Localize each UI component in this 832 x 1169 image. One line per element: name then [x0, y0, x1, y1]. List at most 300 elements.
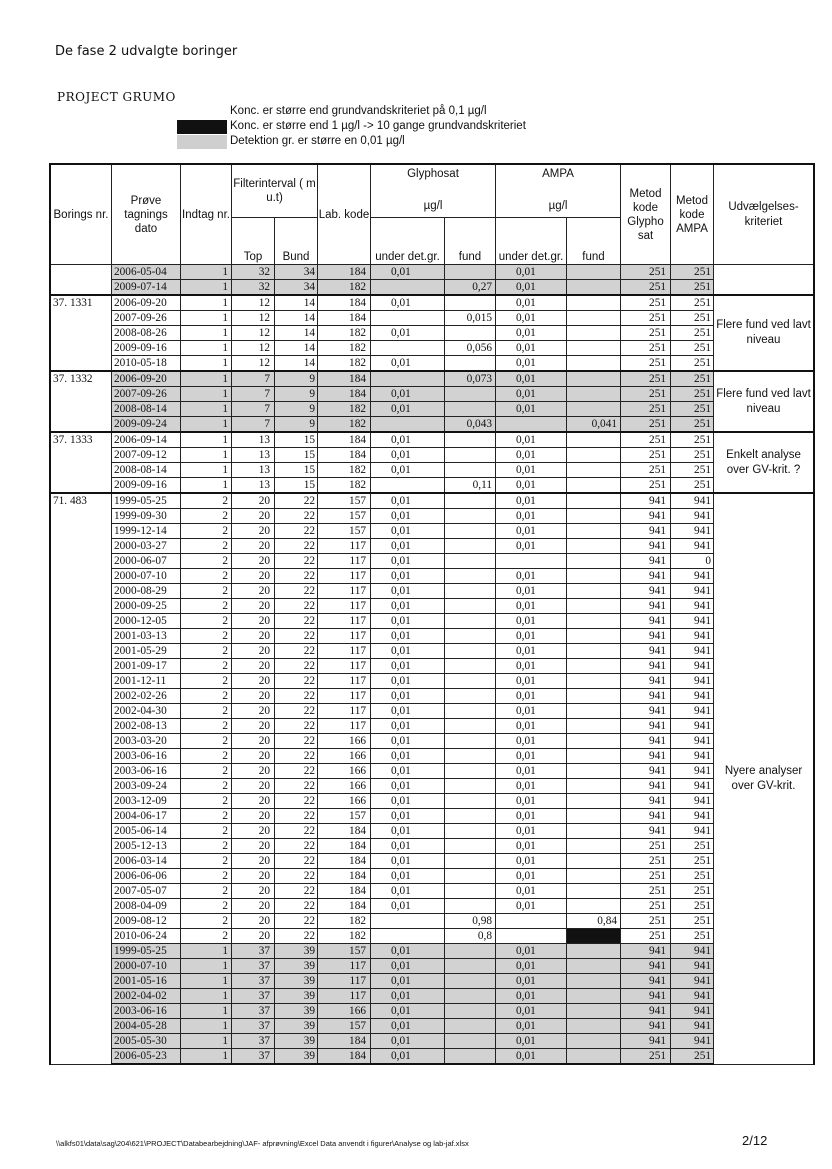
ampa-fund [567, 341, 621, 356]
table-row [50, 704, 814, 719]
sample-date: 2001-12-11 [112, 674, 181, 689]
glyphosat-under: 0,01 [371, 387, 445, 402]
metod-ampa: 251 [671, 417, 714, 433]
glyphosat-fund: 0,27 [445, 280, 496, 296]
ampa-under: 0,01 [496, 809, 567, 824]
metod-glypho: 251 [621, 402, 671, 417]
filter-top: 20 [232, 674, 275, 689]
ampa-fund [567, 854, 621, 869]
filter-bund: 14 [275, 326, 318, 341]
glyphosat-fund [445, 644, 496, 659]
ampa-fund [567, 779, 621, 794]
ampa-fund: 0,84 [567, 914, 621, 929]
metod-ampa: 941 [671, 824, 714, 839]
glyphosat-under: 0,01 [371, 734, 445, 749]
ampa-under: 0,01 [496, 387, 567, 402]
metod-glypho: 251 [621, 417, 671, 433]
glyphosat-fund [445, 554, 496, 569]
metod-glypho: 251 [621, 478, 671, 494]
glyphosat-fund: 0,98 [445, 914, 496, 929]
filter-bund: 22 [275, 794, 318, 809]
ampa-fund [567, 1034, 621, 1049]
lab-code: 166 [318, 779, 371, 794]
sample-date: 2002-02-26 [112, 689, 181, 704]
glyphosat-fund [445, 295, 496, 311]
legend-swatch-white [177, 105, 227, 119]
lab-code: 184 [318, 899, 371, 914]
ampa-under: 0,01 [496, 824, 567, 839]
table-row [50, 824, 814, 839]
glyphosat-under: 0,01 [371, 509, 445, 524]
ampa-under: 0,01 [496, 402, 567, 417]
legend-text: Detektion gr. er større en 0,01 µg/l [230, 135, 405, 147]
ampa-under [496, 914, 567, 929]
filter-top: 20 [232, 929, 275, 944]
filter-top: 20 [232, 749, 275, 764]
filter-bund: 22 [275, 599, 318, 614]
filter-bund: 15 [275, 448, 318, 463]
sample-date: 2000-08-29 [112, 584, 181, 599]
ampa-under: 0,01 [496, 524, 567, 539]
legend-row-grey [177, 134, 526, 149]
udvaelgelses-kriterie [714, 265, 815, 296]
glyphosat-under: 0,01 [371, 1019, 445, 1034]
glyphosat-fund [445, 599, 496, 614]
metod-ampa: 941 [671, 674, 714, 689]
glyphosat-under: 0,01 [371, 824, 445, 839]
filter-top: 20 [232, 914, 275, 929]
ampa-fund [567, 869, 621, 884]
glyphosat-fund [445, 265, 496, 280]
lab-code: 166 [318, 1004, 371, 1019]
metod-ampa: 251 [671, 929, 714, 944]
ampa-under: 0,01 [496, 1019, 567, 1034]
table-row [50, 794, 814, 809]
table-row [50, 341, 814, 356]
table-row [50, 387, 814, 402]
glyphosat-fund [445, 569, 496, 584]
glyphosat-fund [445, 387, 496, 402]
header-lab: Lab. kode [318, 164, 371, 265]
glyphosat-under: 0,01 [371, 539, 445, 554]
glyphosat-fund [445, 974, 496, 989]
ampa-under: 0,01 [496, 659, 567, 674]
lab-code: 182 [318, 280, 371, 296]
filter-top: 13 [232, 448, 275, 463]
metod-ampa: 941 [671, 599, 714, 614]
table-row [50, 265, 814, 280]
filter-bund: 15 [275, 432, 318, 448]
ampa-under [496, 554, 567, 569]
filter-top: 12 [232, 311, 275, 326]
boring-number: 37. 1331 [50, 295, 112, 371]
lab-code: 184 [318, 869, 371, 884]
glyphosat-fund [445, 989, 496, 1004]
glyphosat-fund [445, 584, 496, 599]
metod-glypho: 251 [621, 854, 671, 869]
ampa-fund [567, 644, 621, 659]
glyphosat-under: 0,01 [371, 493, 445, 509]
filter-top: 20 [232, 689, 275, 704]
table-row [50, 644, 814, 659]
filter-top: 7 [232, 417, 275, 433]
indtag: 2 [181, 914, 232, 929]
glyphosat-fund: 0,056 [445, 341, 496, 356]
indtag: 2 [181, 824, 232, 839]
indtag: 2 [181, 584, 232, 599]
metod-glypho: 941 [621, 719, 671, 734]
table-row [50, 524, 814, 539]
ampa-under: 0,01 [496, 311, 567, 326]
table-row [50, 839, 814, 854]
glyphosat-under: 0,01 [371, 1049, 445, 1065]
metod-ampa: 941 [671, 974, 714, 989]
filter-bund: 22 [275, 674, 318, 689]
sample-date: 2008-08-14 [112, 463, 181, 478]
table-row [50, 432, 814, 448]
metod-ampa: 251 [671, 326, 714, 341]
indtag: 1 [181, 1034, 232, 1049]
filter-top: 20 [232, 764, 275, 779]
lab-code: 166 [318, 734, 371, 749]
metod-glypho: 941 [621, 569, 671, 584]
sample-date: 2009-09-16 [112, 478, 181, 494]
metod-ampa: 251 [671, 478, 714, 494]
indtag: 2 [181, 569, 232, 584]
glyphosat-fund [445, 824, 496, 839]
glyphosat-under [371, 280, 445, 296]
filter-bund: 22 [275, 509, 318, 524]
metod-glypho: 941 [621, 1019, 671, 1034]
glyphosat-under [371, 478, 445, 494]
ampa-under: 0,01 [496, 569, 567, 584]
lab-code: 184 [318, 311, 371, 326]
filter-top: 20 [232, 614, 275, 629]
table-row [50, 869, 814, 884]
ampa-fund [567, 899, 621, 914]
ampa-under: 0,01 [496, 629, 567, 644]
table-row [50, 280, 814, 296]
filter-top: 20 [232, 524, 275, 539]
header-udvaelgelse: Udvælgelses- kriteriet [714, 164, 815, 265]
header-ampa-under: under det.gr. [496, 218, 567, 265]
glyphosat-fund [445, 719, 496, 734]
header-glyphosat-unit: µg/l [423, 200, 443, 212]
ampa-under: 0,01 [496, 644, 567, 659]
indtag: 2 [181, 719, 232, 734]
metod-glypho: 941 [621, 704, 671, 719]
glyphosat-under: 0,01 [371, 356, 445, 372]
filter-top: 20 [232, 779, 275, 794]
glyphosat-under: 0,01 [371, 704, 445, 719]
indtag: 1 [181, 295, 232, 311]
ampa-under: 0,01 [496, 719, 567, 734]
sample-date: 1999-05-25 [112, 493, 181, 509]
filter-bund: 22 [275, 704, 318, 719]
indtag: 2 [181, 749, 232, 764]
lab-code: 184 [318, 387, 371, 402]
indtag: 2 [181, 674, 232, 689]
glyphosat-fund [445, 463, 496, 478]
legend-text: Konc. er større end 1 µg/l -> 10 gange grundvandskriteriet [230, 120, 526, 132]
filter-bund: 22 [275, 854, 318, 869]
lab-code: 157 [318, 944, 371, 959]
glyphosat-under: 0,01 [371, 614, 445, 629]
ampa-under: 0,01 [496, 326, 567, 341]
metod-glypho: 941 [621, 764, 671, 779]
filter-bund: 22 [275, 554, 318, 569]
lab-code: 184 [318, 884, 371, 899]
table-row [50, 884, 814, 899]
metod-glypho: 941 [621, 1034, 671, 1049]
header-bund: Bund [275, 218, 318, 265]
filter-top: 37 [232, 944, 275, 959]
glyphosat-under [371, 929, 445, 944]
sample-date: 2000-03-27 [112, 539, 181, 554]
filter-bund: 22 [275, 749, 318, 764]
metod-ampa: 251 [671, 341, 714, 356]
header-metod-ampa: Metod kode AMPA [671, 164, 714, 265]
udvaelgelses-kriterie: Nyere analyser over GV-krit. [714, 493, 815, 1064]
table-row [50, 584, 814, 599]
metod-ampa: 941 [671, 1019, 714, 1034]
ampa-fund [567, 944, 621, 959]
glyphosat-fund: 0,11 [445, 478, 496, 494]
indtag: 1 [181, 944, 232, 959]
filter-top: 32 [232, 280, 275, 296]
table-row [50, 659, 814, 674]
table-row [50, 463, 814, 478]
ampa-under: 0,01 [496, 884, 567, 899]
ampa-under: 0,01 [496, 356, 567, 372]
metod-ampa: 251 [671, 265, 714, 280]
metod-ampa: 941 [671, 809, 714, 824]
metod-glypho: 941 [621, 629, 671, 644]
filter-top: 32 [232, 265, 275, 280]
ampa-fund [567, 463, 621, 478]
filter-top: 12 [232, 295, 275, 311]
lab-code: 184 [318, 265, 371, 280]
table-row [50, 311, 814, 326]
sample-date: 2003-12-09 [112, 794, 181, 809]
table-row [50, 295, 814, 311]
indtag: 1 [181, 974, 232, 989]
indtag: 2 [181, 629, 232, 644]
table-row [50, 989, 814, 1004]
lab-code: 184 [318, 854, 371, 869]
table-header [50, 164, 814, 265]
filter-bund: 39 [275, 944, 318, 959]
ampa-under: 0,01 [496, 1034, 567, 1049]
sample-date: 2009-07-14 [112, 280, 181, 296]
ampa-under [496, 417, 567, 433]
sample-date: 2001-05-16 [112, 974, 181, 989]
lab-code: 166 [318, 794, 371, 809]
table-row [50, 539, 814, 554]
ampa-under: 0,01 [496, 764, 567, 779]
ampa-fund [567, 839, 621, 854]
filter-top: 7 [232, 371, 275, 387]
metod-ampa: 251 [671, 1049, 714, 1065]
table-row [50, 674, 814, 689]
glyphosat-fund: 0,043 [445, 417, 496, 433]
filter-bund: 34 [275, 265, 318, 280]
indtag: 2 [181, 554, 232, 569]
glyphosat-under: 0,01 [371, 899, 445, 914]
metod-glypho: 251 [621, 326, 671, 341]
lab-code: 184 [318, 371, 371, 387]
sample-date: 2009-08-12 [112, 914, 181, 929]
sample-date: 2010-06-24 [112, 929, 181, 944]
ampa-fund [567, 884, 621, 899]
filter-top: 37 [232, 974, 275, 989]
indtag: 2 [181, 704, 232, 719]
glyphosat-under: 0,01 [371, 1034, 445, 1049]
header-ampa-unit: µg/l [548, 200, 568, 212]
ampa-under: 0,01 [496, 599, 567, 614]
indtag: 2 [181, 524, 232, 539]
ampa-fund [567, 719, 621, 734]
sample-date: 2007-05-07 [112, 884, 181, 899]
sample-date: 2009-09-16 [112, 341, 181, 356]
table-row [50, 599, 814, 614]
glyphosat-fund [445, 884, 496, 899]
lab-code: 117 [318, 959, 371, 974]
filter-bund: 22 [275, 584, 318, 599]
lab-code: 157 [318, 809, 371, 824]
metod-glypho: 941 [621, 524, 671, 539]
sample-date: 2003-03-20 [112, 734, 181, 749]
glyphosat-under: 0,01 [371, 764, 445, 779]
table-row [50, 569, 814, 584]
indtag: 2 [181, 644, 232, 659]
ampa-under: 0,01 [496, 265, 567, 280]
header-glyphosat [371, 164, 496, 218]
lab-code: 184 [318, 432, 371, 448]
ampa-under: 0,01 [496, 341, 567, 356]
filter-bund: 9 [275, 387, 318, 402]
indtag: 1 [181, 417, 232, 433]
legend-swatch-grey [177, 135, 227, 149]
sample-date: 2001-05-29 [112, 644, 181, 659]
sample-date: 2000-06-07 [112, 554, 181, 569]
ampa-fund [567, 311, 621, 326]
ampa-under: 0,01 [496, 734, 567, 749]
glyphosat-fund [445, 734, 496, 749]
lab-code: 157 [318, 524, 371, 539]
metod-glypho: 251 [621, 899, 671, 914]
filter-bund: 14 [275, 295, 318, 311]
table-row [50, 974, 814, 989]
filter-bund: 22 [275, 839, 318, 854]
project-name: PROJECT GRUMO [57, 90, 176, 104]
filter-bund: 22 [275, 629, 318, 644]
indtag: 2 [181, 539, 232, 554]
metod-glypho: 251 [621, 280, 671, 296]
filter-top: 20 [232, 839, 275, 854]
metod-ampa: 251 [671, 402, 714, 417]
metod-glypho: 941 [621, 944, 671, 959]
table-row [50, 719, 814, 734]
table-row [50, 554, 814, 569]
table-row [50, 629, 814, 644]
ampa-fund [567, 824, 621, 839]
sample-date: 2003-09-24 [112, 779, 181, 794]
glyphosat-fund [445, 614, 496, 629]
sample-date: 2010-05-18 [112, 356, 181, 372]
ampa-under: 0,01 [496, 689, 567, 704]
table-row [50, 1034, 814, 1049]
boring-number [50, 265, 112, 296]
ampa-fund [567, 509, 621, 524]
table-row [50, 509, 814, 524]
glyphosat-under: 0,01 [371, 644, 445, 659]
metod-glypho: 251 [621, 311, 671, 326]
header-ampa [496, 164, 621, 218]
glyphosat-under: 0,01 [371, 854, 445, 869]
metod-glypho: 251 [621, 387, 671, 402]
indtag: 1 [181, 341, 232, 356]
page-number: 2/12 [742, 1133, 768, 1148]
filter-bund: 22 [275, 809, 318, 824]
ampa-fund [567, 629, 621, 644]
ampa-fund [567, 402, 621, 417]
sample-date: 2006-09-20 [112, 295, 181, 311]
filter-bund: 22 [275, 734, 318, 749]
glyphosat-fund [445, 1019, 496, 1034]
glyphosat-under: 0,01 [371, 869, 445, 884]
sample-date: 2005-12-13 [112, 839, 181, 854]
ampa-fund [567, 280, 621, 296]
header-filter: Filterinterval ( m u.t) [232, 164, 318, 218]
metod-ampa: 251 [671, 432, 714, 448]
sample-date: 2006-09-20 [112, 371, 181, 387]
ampa-fund [567, 1049, 621, 1065]
lab-code: 157 [318, 509, 371, 524]
glyphosat-fund [445, 1049, 496, 1065]
glyphosat-under: 0,01 [371, 402, 445, 417]
glyphosat-under: 0,01 [371, 839, 445, 854]
lab-code: 117 [318, 704, 371, 719]
sample-date: 2000-12-05 [112, 614, 181, 629]
filter-top: 7 [232, 387, 275, 402]
filter-top: 20 [232, 659, 275, 674]
metod-ampa: 941 [671, 689, 714, 704]
glyphosat-fund [445, 689, 496, 704]
sample-date: 2003-06-16 [112, 749, 181, 764]
filter-bund: 22 [275, 659, 318, 674]
ampa-under: 0,01 [496, 1004, 567, 1019]
sample-date: 2007-09-26 [112, 387, 181, 402]
filter-bund: 22 [275, 569, 318, 584]
ampa-under: 0,01 [496, 1049, 567, 1065]
lab-code: 117 [318, 584, 371, 599]
sample-date: 1999-05-25 [112, 944, 181, 959]
table-row [50, 764, 814, 779]
indtag: 2 [181, 854, 232, 869]
ampa-fund [567, 734, 621, 749]
metod-glypho: 941 [621, 584, 671, 599]
glyphosat-fund [445, 629, 496, 644]
lab-code: 184 [318, 839, 371, 854]
sample-date: 2001-09-17 [112, 659, 181, 674]
glyphosat-fund [445, 1004, 496, 1019]
filter-top: 20 [232, 644, 275, 659]
filter-bund: 22 [275, 929, 318, 944]
metod-glypho: 251 [621, 839, 671, 854]
header-metod-glypho: Metod kode Glypho sat [621, 164, 671, 265]
sample-date: 2006-06-06 [112, 869, 181, 884]
